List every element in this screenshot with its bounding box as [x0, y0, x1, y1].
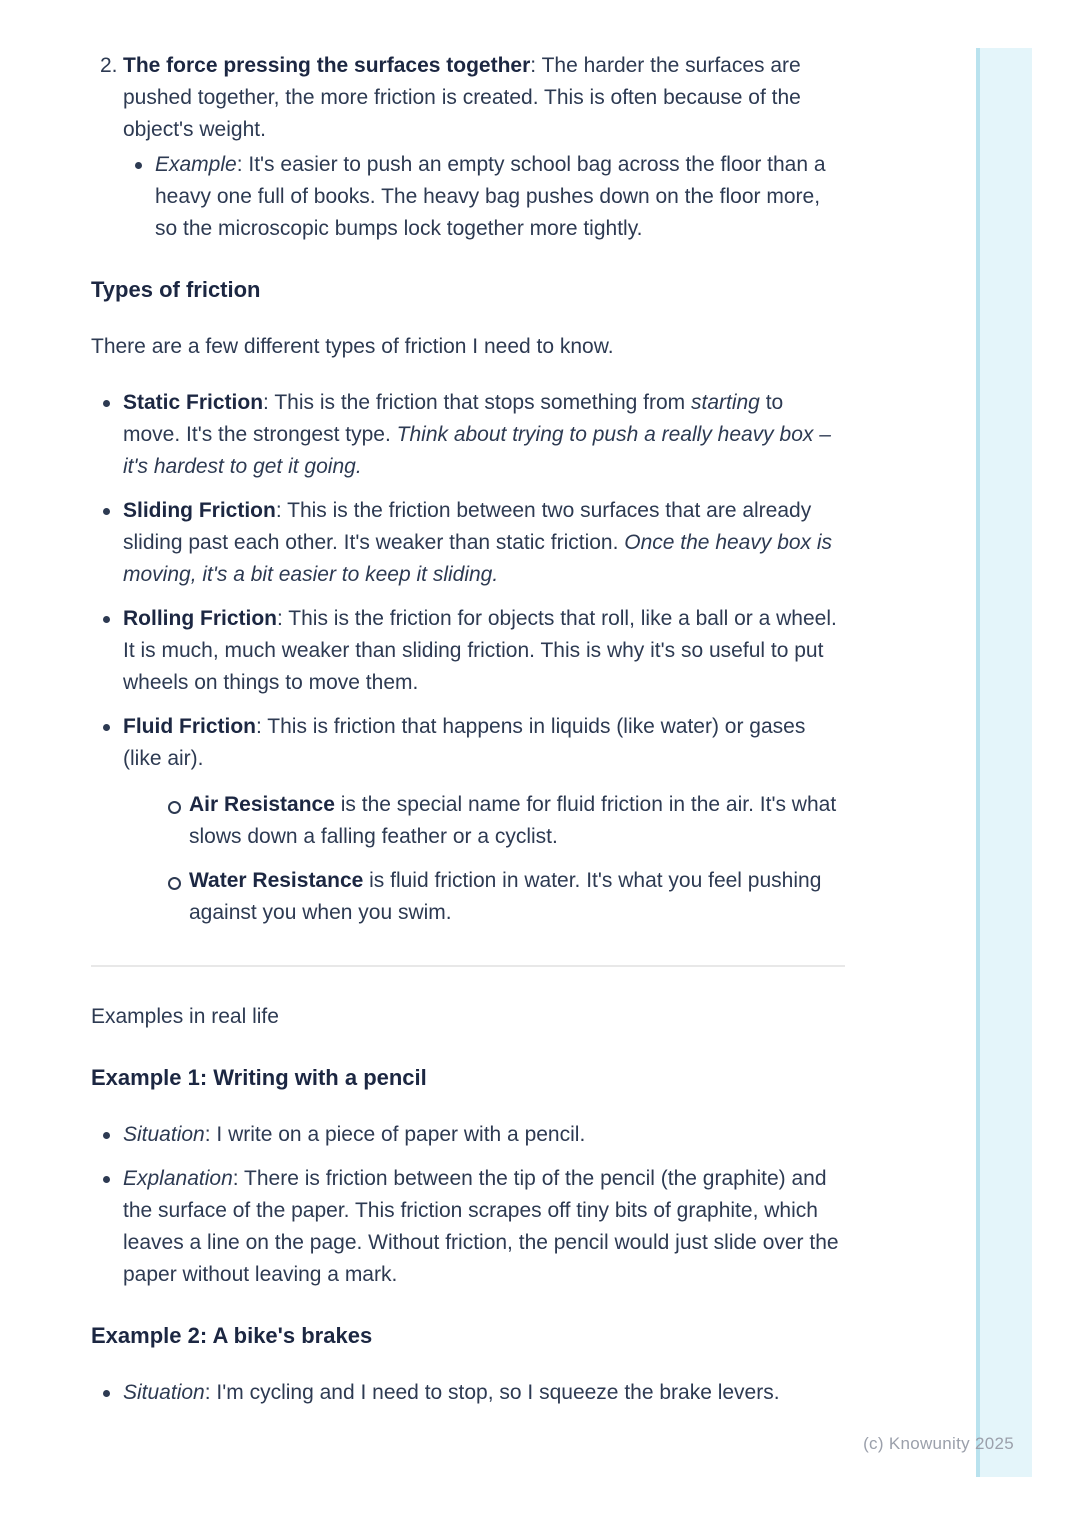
section-divider — [91, 965, 845, 967]
list-item: Static Friction: This is the friction that stops something from starting to move. It's the strongest type. Think about trying to push a really heavy box – it's hardest to get it going. — [91, 387, 845, 483]
section-heading-types-of-friction: Types of friction — [91, 277, 261, 302]
list-item — [91, 711, 845, 929]
list-item: Water Resistance is fluid friction in water. It's what you feel pushing against you when you swim. — [123, 865, 845, 929]
list-item: Example: It's easier to push an empty school bag across the floor than a heavy one full of books. The heavy bag pushes down on the floor more, so the microscopic bumps lock together more tightly. — [123, 149, 845, 245]
list-item: Situation: I'm cycling and I need to stop, so I squeeze the brake levers. — [91, 1377, 845, 1409]
friction-types-list — [91, 387, 845, 929]
list-item: Situation: I write on a piece of paper with a pencil. — [91, 1119, 845, 1151]
numbered-item-body — [123, 50, 845, 245]
list-number: 2. — [100, 54, 118, 77]
list-item: Sliding Friction: This is the friction between two surfaces that are already sliding past each other. It's weaker than static friction. Once the heavy box is moving, it's a bit easier to keep it sliding. — [91, 495, 845, 591]
side-highlight-bar — [976, 48, 1032, 1477]
paragraph-types-intro: There are a few different types of friction I need to know. — [91, 335, 614, 358]
example-2-list — [91, 1377, 845, 1409]
example-list — [123, 149, 845, 245]
example-1-list — [91, 1119, 845, 1291]
list-item: Explanation: There is friction between the tip of the pencil (the graphite) and the surface of the paper. This friction scrapes off tiny bits of graphite, which leaves a line on the page. Without friction, the pencil would just slide over the paper without leaving a mark. — [91, 1163, 845, 1291]
numbered-item-2 — [91, 50, 845, 245]
list-item: Air Resistance is the special name for fluid friction in the air. It's what slows down a falling feather or a cyclist. — [123, 789, 845, 853]
numbered-item-text: The force pressing the surfaces together: The harder the surfaces are pushed together, the more friction is created. This is often because of the object's weight. — [123, 54, 801, 141]
list-item-text: Fluid Friction: This is friction that happens in liquids (like water) or gases (like air). — [123, 715, 806, 770]
heading-example-1: Example 1: Writing with a pencil — [91, 1065, 427, 1090]
fluid-friction-sublist — [123, 789, 845, 929]
list-item: Rolling Friction: This is the friction for objects that roll, like a ball or a wheel. It is much, much weaker than sliding friction. This is why it's so useful to put wheels on things to move them. — [91, 603, 845, 699]
copyright-watermark: (c) Knowunity 2025 — [863, 1434, 1014, 1453]
heading-example-2: Example 2: A bike's brakes — [91, 1323, 373, 1348]
document-content — [91, 50, 845, 1433]
paragraph-examples-intro: Examples in real life — [91, 1005, 279, 1028]
